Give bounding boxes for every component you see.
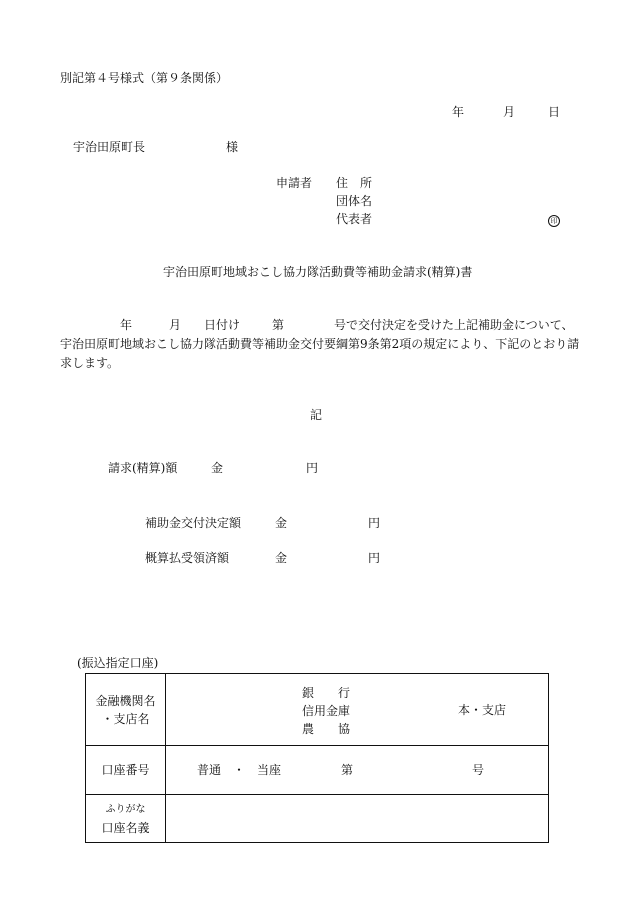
bank-name-field [166,674,549,746]
claim-label: 請求(精算)額 [108,461,178,475]
bank-type-bank: 銀 行 [302,686,351,700]
body-line3: 求します。 [60,356,120,370]
body-year: 年 [120,318,133,332]
bank-name-label: 金融機関名 [95,693,156,708]
form-number: 別記第４号様式（第９条関係） [60,71,229,85]
date-year: 年 [452,105,465,119]
received-yen: 円 [368,551,381,565]
body-month: 月 [169,318,182,332]
table-row-bank [86,674,549,746]
body-number-prefix: 第 [272,318,285,332]
furigana-label: ふりがな [105,803,146,815]
account-type: 普通 ・ 当座 [197,763,282,777]
account-holder-field [166,795,549,843]
bank-type-nokyo: 農 協 [302,722,351,736]
decided-kin: 金 [275,516,288,530]
applicant-address-label: 住 所 [336,176,373,190]
body-line1-rest: 号で交付決定を受けた上記補助金について、 [334,318,574,332]
claim-yen: 円 [306,461,319,475]
addressee-name: 宇治田原町長 [73,140,146,154]
branch-name-label: ・支店名 [101,711,150,726]
account-number-label: 口座番号 [86,746,166,795]
date-day: 日 [548,105,561,119]
account-holder-label: 口座名義 [101,820,150,835]
bank-type-shinkin: 信用金庫 [302,704,351,718]
addressee-honorific: 様 [226,140,239,154]
decided-yen: 円 [368,516,381,530]
ki-mark: 記 [310,408,323,422]
bank-section-title: (振込指定口座) [77,656,159,670]
table-row-account-number [86,746,549,795]
seal-mark [548,211,560,227]
applicant-representative-label: 代表者 [336,212,373,226]
applicant-group-label: 団体名 [336,194,373,208]
bank-type-list [302,684,350,738]
body-line2: 宇治田原町地域おこし協力隊活動費等補助金交付要綱第9条第2項の規定により、下記のとおり請 [60,337,580,351]
received-kin: 金 [275,551,288,565]
account-gou: 号 [472,763,485,777]
received-label: 概算払受領済額 [145,551,230,565]
seal-icon: 印 [548,215,560,227]
decided-label: 補助金交付決定額 [145,516,242,530]
account-dai: 第 [341,763,354,777]
account-number-field [166,746,549,795]
bank-name-label-cell [86,674,166,746]
claim-kin: 金 [211,461,224,475]
table-row-account-holder [86,795,549,843]
account-holder-label-cell [86,795,166,843]
body-dated: 日付け [204,318,241,332]
bank-account-table [85,673,549,843]
document-title: 宇治田原町地域おこし協力隊活動費等補助金請求(精算)書 [163,265,473,279]
date-month: 月 [503,105,516,119]
branch-suffix: 本・支店 [458,703,507,717]
applicant-label: 申請者 [276,176,313,190]
